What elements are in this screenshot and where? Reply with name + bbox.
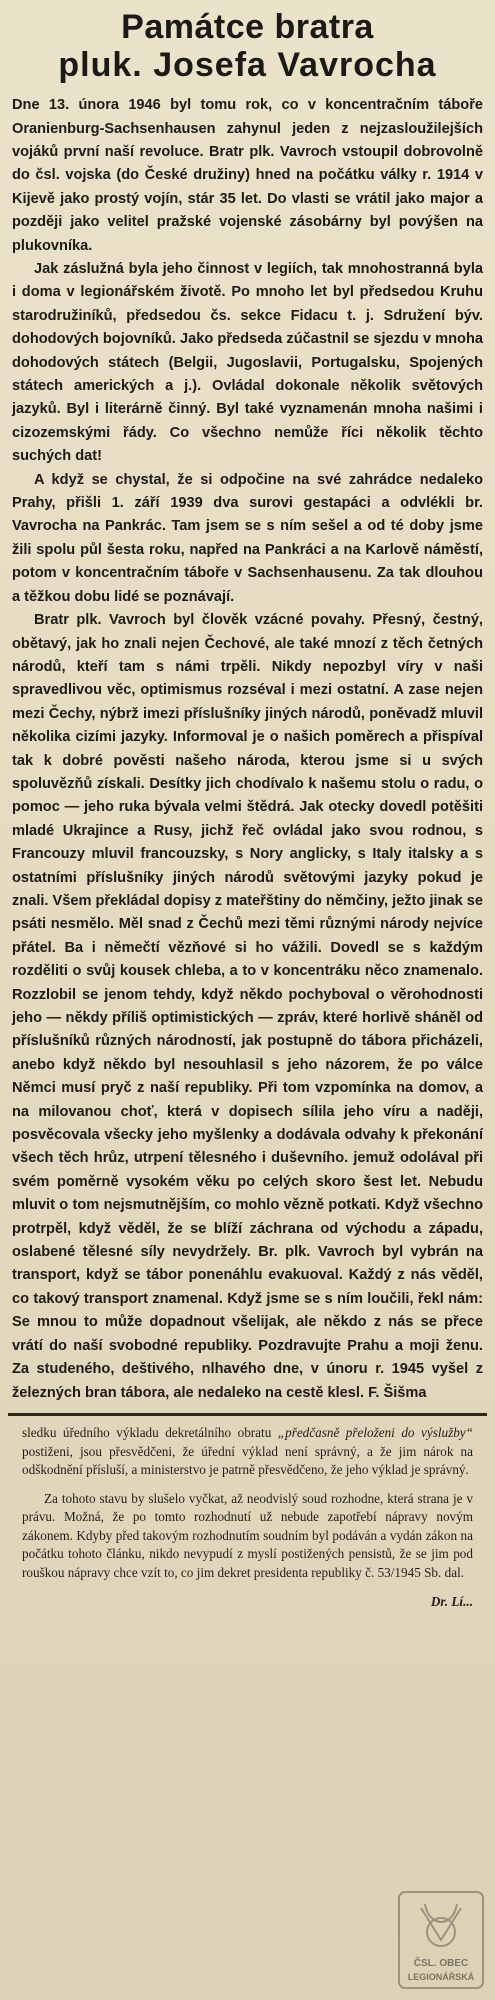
column-divider [8, 1413, 487, 1416]
article-signature: F. Šišma [368, 1384, 427, 1401]
article-paragraph: Jak záslužná byla jeho činnost v legiích, tak mnohostranná byla i doma v legionářském životě. Po mnoho let byl předsedou Kruhu starodružiníků, předsedou čs. sekce Fidacu t. j. Sdružení býv. dohodových bojovníků. Jako předseda zúčastnil se sjezdu v mnoha dohodových státech (Belgii, Jugoslavii, Portugalsku, Spojených státech amerických a j.). Ovládal dokonale několik světových jazyků. Byl i literárně činný. Byl také vyznamenán mnoha našimi i cizozemskými řády. Co všechno nemůže říci několik těchto suchých dat! [12, 261, 483, 465]
headline-line-2: pluk. Josefa Vavrocha [58, 46, 437, 85]
memorial-article [12, 94, 483, 1405]
second-article-paragraph [22, 1424, 473, 1480]
second-article-signoff: Dr. Lí... [430, 1593, 473, 1609]
article-paragraph: Dne 13. února 1946 byl tomu rok, co v koncentračním táboře Oranienburg-Sachsenhausen zahynul jeden z nejzasloužilejších vojáků první naší revoluce. Bratr plk. Vavroch vstoupil dobrovolně do čsl. vojska (do České družiny) hned na počátku války r. 1914 v Kijevě jako prostý vojín, stár 35 let. Do vlasti se vrátil jako major a později jako velitel pražské vojenské zásobárny byl povýšen na plukovníka. [12, 97, 483, 254]
second-article-paragraph: Za tohoto stavu by slušelo vyčkat, až neodvislý soud rozhodne, která strana je v právu. Možná, že po tomto rozhodnutí už nebude zapotřebí nápravy novým zákonem. Kdyby před takovým rozhodnutím soudním byl podáván a vydán zákon na počátku tohoto článku, nikdo nevypudí z myslí postižených pensistů, že se jim pod rouškou nápravy chce vzít to, co jim dekret presidenta republiky č. 53/1945 Sb. dal. [22, 1490, 473, 1581]
article-paragraph [12, 609, 483, 1405]
second-article [12, 1424, 483, 1611]
article-headline [12, 8, 483, 84]
stamp-text-line-2: LEGIONÁŘSKÁ [407, 1972, 475, 1982]
article-paragraph: A když se chystal, že si odpočine na své zahrádce nedaleko Prahy, přišli 1. září 1939 dva surovi gestapáci a odvlékli br. Vavrocha na Pankrác. Tam jsem se s ním sešel a od té doby jsme žili spolu půl šesta roku, napřed na Pankráci a na Karlově náměstí, potom v koncentračním táboře v Sachsenhausenu. Za tak dlouhou a těžkou dobu lidé se poznávají. [12, 471, 483, 605]
legion-stamp-icon [395, 1888, 487, 1992]
headline-line-1: Památce bratra [121, 8, 374, 46]
second-article-text: sledku úředního výkladu dekretálního obratu [22, 1424, 278, 1440]
second-article-text: postiženi, jsou přesvědčeni, že úřední výklad není správný, a že jim nárok na odškodnění přísluší, a ministerstvo je patrně přesvědčeno, že jeho výklad je správný. [22, 1443, 473, 1478]
quoted-phrase: „předčasně přeloženi do výslužby“ [277, 1424, 473, 1440]
article-paragraph-text: Bratr plk. Vavroch byl člověk vzácné povahy. Přesný, čestný, obětavý, jak ho znali nejen Čechové, ale také mnozí z těch četných národů, kteří tam s námi trpěli. Nikdy nepozbyl víry v naši spravedlivou věc, optimismus rozséval i mezi ostatní. A zase nejen mezi Čechy, nýbrž imezi příslušníky jiných národů, poněvadž mluvil několika cizími jazyky. Informoval je o našich poměrech a přispíval tak k dobré pověsti našeho národa, kterou jsme si u svých spoluvězňů získali. Desítky jich chodívalo k našemu stolu o radu, o pomoc — jeho ruka bývala velmi štědrá. Jak otecky dovedl potěšiti mladé Ukrajince a Rusy, jichž řeč ovládal jako svou rodnou, s Francouzy mluvil francouzsky, s Nory anglicky, s Italy italsky a s ostatními příslušníky jiných národů světovými jazyky pokud je znali. Všem překládal dopisy z mateřštiny do němčiny, ježto jinak se psáti nesmělo. Měl snad z Čechů mezi těmi různými národy nejvíce přátel. Ba i němečtí vězňové si ho vážili. Dovedl se s každým rozděliti o svůj kousek chleba, a to v koncentráku něco znamenalo. Rozzlobil se jenom tehdy, když někdo pochyboval o věrohodnosti jeho — někdy příliš optimistických — zpráv, které horlivě sháněl od příslušníků různých národností, jak postupně do tábora přicházeli, anebo když někdo byl nesouhlasil s jeho názorem, že po válce Němci musí pryč z naší republiky. Při tom vzpomínka na domov, a na milovanou choť, která v dopisech sílila jeho víru a naději, posvěcovala všecky jeho myšlenky a dodávala odvahy k překonání všech těch hrůz, utrpení tělesného i duševního. jemuž odolával při svém poměrně vysokém věku po celých skoro šest let. Nebudu mluvit o tom nejsmutnějším, co mohlo vězně potkati. Když všechno protrpěl, když věděl, že se blíží záchrana od východu a západu, oslabené tělesné síly nevydržely. Br. plk. Vavroch byl vybrán na transport, když se tábor ponenáhlu evakuoval. Každý z nás věděl, co takový transport znamenal. Když jsme se s ním loučili, řekl nám: Se mnou to může dopadnout všelijak, ale někdo z nás se přece vrátí do naší svobodné republiky. Pozdravujte Prahu a moji ženu. Za studeného, deštivého, nlhavého dne, v únoru r. 1945 vyšel z železných bran tábora, ale nedaleko na cestě klesl. [12, 612, 483, 1401]
stamp-text-line-1: ČSL. OBEC [413, 1958, 469, 1969]
